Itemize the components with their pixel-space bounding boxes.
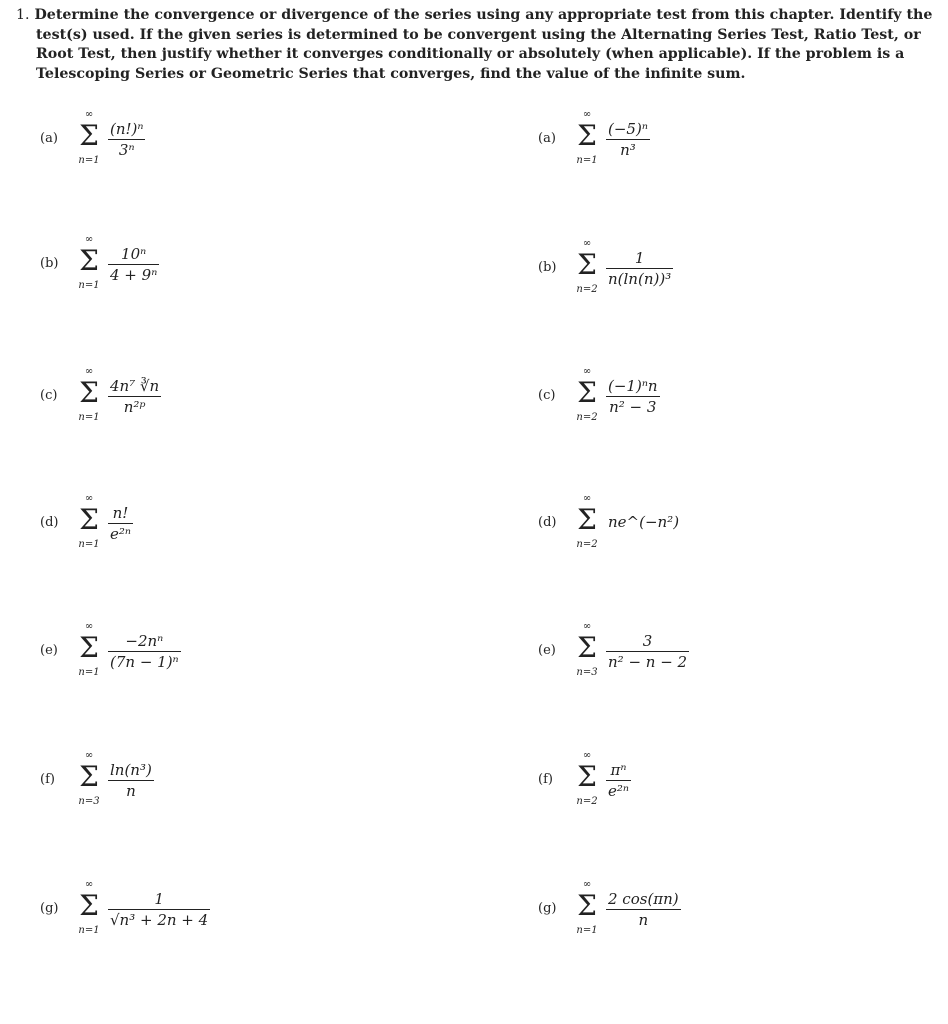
summand-fraction: [108, 760, 154, 801]
summation-symbol: ∞ Σ n=1: [72, 234, 106, 296]
summation-symbol: ∞ Σ n=1: [570, 109, 604, 171]
lower-limit: n=1: [78, 280, 100, 291]
upper-limit: ∞: [582, 493, 592, 504]
series-label: (f): [40, 772, 55, 787]
upper-limit: ∞: [84, 109, 94, 120]
lower-limit: n=1: [78, 925, 100, 936]
intro-line-2: test(s) used. If the given series is determined to be convergent using the Alternating Series Test, Ratio Test, or: [36, 26, 921, 43]
summand-fraction: [108, 889, 210, 930]
summation-symbol: ∞ Σ n=1: [72, 879, 106, 941]
series-label: (a): [538, 131, 556, 146]
denominator: √n³ + 2n + 4: [110, 911, 209, 929]
upper-limit: ∞: [582, 621, 592, 632]
upper-limit: ∞: [582, 879, 592, 890]
denominator: n² − 3: [609, 398, 657, 416]
upper-limit: ∞: [582, 366, 592, 377]
summation-symbol: ∞ Σ n=3: [72, 750, 106, 812]
summand-fraction: [108, 119, 145, 160]
lower-limit: n=1: [576, 925, 598, 936]
series-label: (c): [40, 388, 58, 403]
numerator: 10ⁿ: [108, 244, 159, 265]
denominator: (7n − 1)ⁿ: [110, 653, 179, 671]
summand-fraction: [108, 244, 159, 285]
numerator: (n!)ⁿ: [110, 120, 144, 138]
summation-symbol: ∞ Σ n=2: [570, 750, 604, 812]
upper-limit: ∞: [84, 750, 94, 761]
series-label: (g): [538, 901, 557, 916]
series-label: (c): [538, 388, 556, 403]
upper-limit: ∞: [84, 366, 94, 377]
series-label: (b): [538, 260, 557, 275]
summation-symbol: ∞ Σ n=2: [570, 366, 604, 428]
problem-statement: [16, 6, 941, 84]
series-label: (f): [538, 772, 553, 787]
numerator: −2nⁿ: [108, 631, 181, 652]
lower-limit: n=3: [576, 667, 598, 678]
series-label: (e): [538, 643, 556, 658]
series-label: (e): [40, 643, 58, 658]
denominator: n(ln(n))³: [608, 270, 672, 288]
summand-expression: ne^(−n²): [608, 513, 680, 531]
lower-limit: n=2: [576, 796, 598, 807]
series-label: (g): [40, 901, 59, 916]
lower-limit: n=1: [78, 667, 100, 678]
series-label: (d): [538, 515, 557, 530]
summand-fraction: [606, 760, 631, 801]
denominator: n² − n − 2: [608, 653, 688, 671]
upper-limit: ∞: [84, 621, 94, 632]
summation-symbol: ∞ Σ n=2: [570, 493, 604, 555]
lower-limit: n=3: [78, 796, 100, 807]
summation-symbol: ∞ Σ n=1: [72, 493, 106, 555]
intro-line-4: Telescoping Series or Geometric Series that converges, find the value of the infinite sum.: [36, 65, 746, 82]
numerator: ln(n³): [110, 761, 152, 779]
lower-limit: n=1: [78, 539, 100, 550]
denominator: e²ⁿ: [110, 525, 131, 543]
summand-fraction: [108, 631, 181, 672]
summation-symbol: ∞ Σ n=1: [72, 109, 106, 171]
lower-limit: n=2: [576, 412, 598, 423]
denominator: n²ᵖ: [123, 398, 146, 416]
numerator: n!: [108, 503, 133, 524]
intro-line-3: Root Test, then justify whether it converges conditionally or absolutely (when applicable). If the problem is a: [36, 46, 905, 62]
intro-line-1: Determine the convergence or divergence of the series using any appropriate test from this chapter. Identify the: [34, 7, 933, 23]
series-label: (b): [40, 256, 59, 271]
lower-limit: n=1: [78, 412, 100, 423]
summation-symbol: ∞ Σ n=3: [570, 621, 604, 683]
summation-symbol: ∞ Σ n=2: [570, 238, 604, 300]
denominator: n: [638, 911, 649, 929]
summation-symbol: ∞ Σ n=1: [72, 621, 106, 683]
denominator: n³: [620, 141, 636, 159]
summation-symbol: ∞ Σ n=1: [570, 879, 604, 941]
lower-limit: n=1: [78, 155, 100, 166]
summand-fraction: [108, 376, 161, 417]
numerator: 1: [108, 889, 210, 910]
numerator: 2 cos(πn): [608, 890, 679, 908]
lower-limit: n=2: [576, 284, 598, 295]
summand-fraction: [606, 631, 689, 672]
numerator: 3: [606, 631, 689, 652]
denominator: n: [126, 782, 136, 800]
upper-limit: ∞: [582, 750, 592, 761]
summand-fraction: [108, 503, 133, 544]
numerator: (−1)ⁿn: [608, 377, 658, 395]
numerator: 1: [606, 248, 673, 269]
numerator: πⁿ: [606, 760, 631, 781]
lower-limit: n=1: [576, 155, 598, 166]
denominator: 4 + 9ⁿ: [110, 266, 158, 284]
upper-limit: ∞: [582, 238, 592, 249]
summation-symbol: ∞ Σ n=1: [72, 366, 106, 428]
numerator: 4n⁷ ∛n: [110, 377, 160, 395]
denominator: e²ⁿ: [608, 782, 629, 800]
series-label: (a): [40, 131, 58, 146]
problem-number: 1.: [16, 7, 30, 23]
summand-fraction: [606, 248, 673, 289]
series-label: (d): [40, 515, 59, 530]
summand-fraction: [606, 119, 650, 160]
summand-fraction: [606, 376, 660, 417]
upper-limit: ∞: [582, 109, 592, 120]
denominator: 3ⁿ: [118, 141, 135, 159]
upper-limit: ∞: [84, 879, 94, 890]
summand-fraction: [606, 889, 681, 930]
lower-limit: n=2: [576, 539, 598, 550]
numerator: (−5)ⁿ: [608, 120, 648, 138]
upper-limit: ∞: [84, 234, 94, 245]
upper-limit: ∞: [84, 493, 94, 504]
